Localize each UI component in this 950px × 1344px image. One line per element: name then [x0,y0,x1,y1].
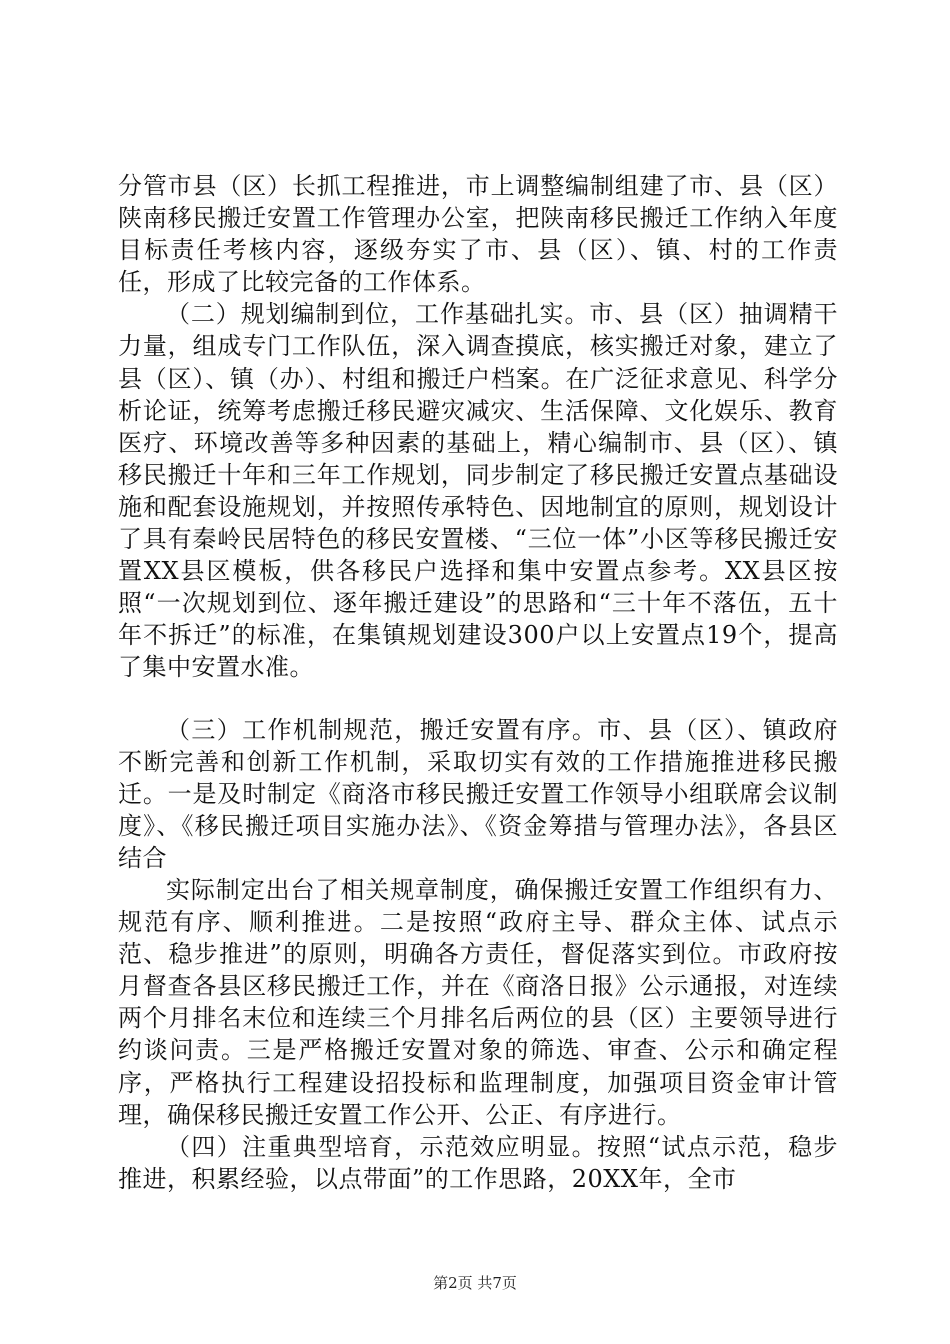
paragraph-section-2: （二）规划编制到位，工作基础扎实。市、县（区）抽调精干力量，组成专门工作队伍，深入调查摸底，核实搬迁对象，建立了县（区）、镇（办）、村组和搬迁户档案。在广泛征求意见、科学分析论证，统筹考虑搬迁移民避灾减灾、生活保障、文化娱乐、教育医疗、环境改善等多种因素的基础上，精心编制市、县（区）、镇移民搬迁十年和三年工作规划，同步制定了移民搬迁安置点基础设施和配套设施规划，并按照传承特色、因地制宜的原则，规划设计了具有秦岭民居特色的移民安置楼、“三位一体”小区等移民搬迁安置XX县区模板，供各移民户选择和集中安置点参考。XX县区按照“一次规划到位、逐年搬迁建设”的思路和“三十年不落伍，五十年不拆迁”的标准，在集镇规划建设300户以上安置点19个，提高了集中安置水准。 [118,300,838,682]
paragraph-section-3-continued: 实际制定出台了相关规章制度，确保搬迁安置工作组织有力、规范有序、顺利推进。二是按照“政府主导、群众主体、试点示范、稳步推进”的原则，明确各方责任，督促落实到位。市政府按月督查各县区移民搬迁工作，并在《商洛日报》公示通报，对连续两个月排名末位和连续三个月排名后两位的县（区）主要领导进行约谈问责。三是严格搬迁安置对象的筛选、审查、公示和确定程序，严格执行工程建设招投标和监理制度，加强项目资金审计管理，确保移民搬迁安置工作公开、公正、有序进行。 [118,875,838,1129]
paragraph-section-3: （三）工作机制规范，搬迁安置有序。市、县（区）、镇政府不断完善和创新工作机制，采取切实有效的工作措施推进移民搬迁。一是及时制定《商洛市移民搬迁安置工作领导小组联席会议制度》、《移民搬迁项目实施办法》、《资金筹措与管理办法》，各县区结合 [118,715,838,872]
page-number-footer: 第2页 共7页 [433,1274,517,1292]
document-body [118,170,838,1195]
paragraph-continuation: 分管市县（区）长抓工程推进，市上调整编制组建了市、县（区）陕南移民搬迁安置工作管理办公室，把陕南移民搬迁工作纳入年度目标责任考核内容，逐级夯实了市、县（区）、镇、村的工作责任，形成了比较完备的工作体系。 [118,172,838,297]
paragraph-section-4: （四）注重典型培育，示范效应明显。按照“试点示范，稳步推进，积累经验，以点带面”的工作思路，20XX年，全市 [118,1132,838,1193]
